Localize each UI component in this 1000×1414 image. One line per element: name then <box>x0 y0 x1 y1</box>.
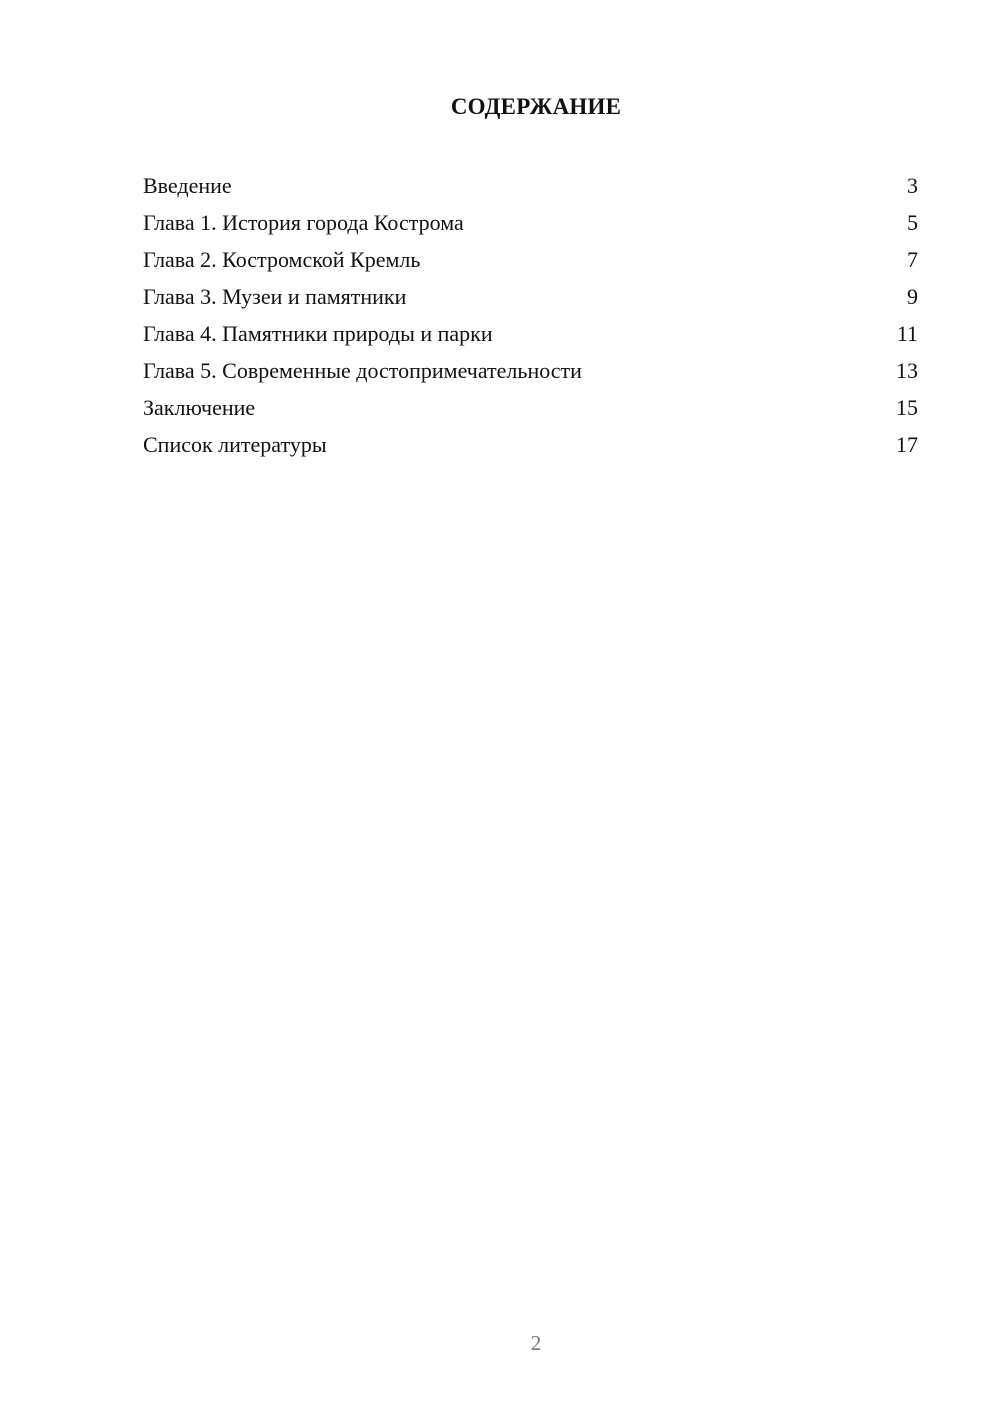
toc-entry-label: Глава 4. Памятники природы и парки <box>143 321 493 346</box>
toc-entry-label: Глава 2. Костромской Кремль <box>143 247 421 272</box>
table-of-contents <box>143 167 918 463</box>
toc-entry-label: Глава 3. Музеи и памятники <box>143 284 407 309</box>
toc-entry-label: Список литературы <box>143 432 327 457</box>
toc-entry-page: 17 <box>896 432 918 457</box>
toc-entry-label: Глава 1. История города Кострома <box>143 210 464 235</box>
toc-entry-page: 9 <box>907 284 918 309</box>
toc-entry-page: 3 <box>907 173 918 198</box>
page-title: СОДЕРЖАНИЕ <box>450 94 622 119</box>
toc-entry-chapter-5 <box>143 352 918 389</box>
toc-entry-label: Заключение <box>143 395 256 420</box>
toc-entry-chapter-3 <box>143 278 918 315</box>
toc-entry-chapter-1 <box>143 204 918 241</box>
toc-entry-chapter-2 <box>143 241 918 278</box>
toc-entry-introduction <box>143 167 918 204</box>
toc-entry-page: 13 <box>896 358 918 383</box>
toc-entry-page: 7 <box>907 247 918 272</box>
toc-entry-page: 5 <box>907 210 918 235</box>
toc-entry-page: 11 <box>896 321 918 346</box>
toc-entry-page: 15 <box>896 395 918 420</box>
toc-entry-label: Глава 5. Современные достопримечательности <box>143 358 582 383</box>
toc-entry-label: Введение <box>143 173 232 198</box>
toc-entry-bibliography <box>143 426 918 463</box>
toc-entry-conclusion <box>143 389 918 426</box>
page-number: 2 <box>530 1331 542 1355</box>
toc-entry-chapter-4 <box>143 315 918 352</box>
